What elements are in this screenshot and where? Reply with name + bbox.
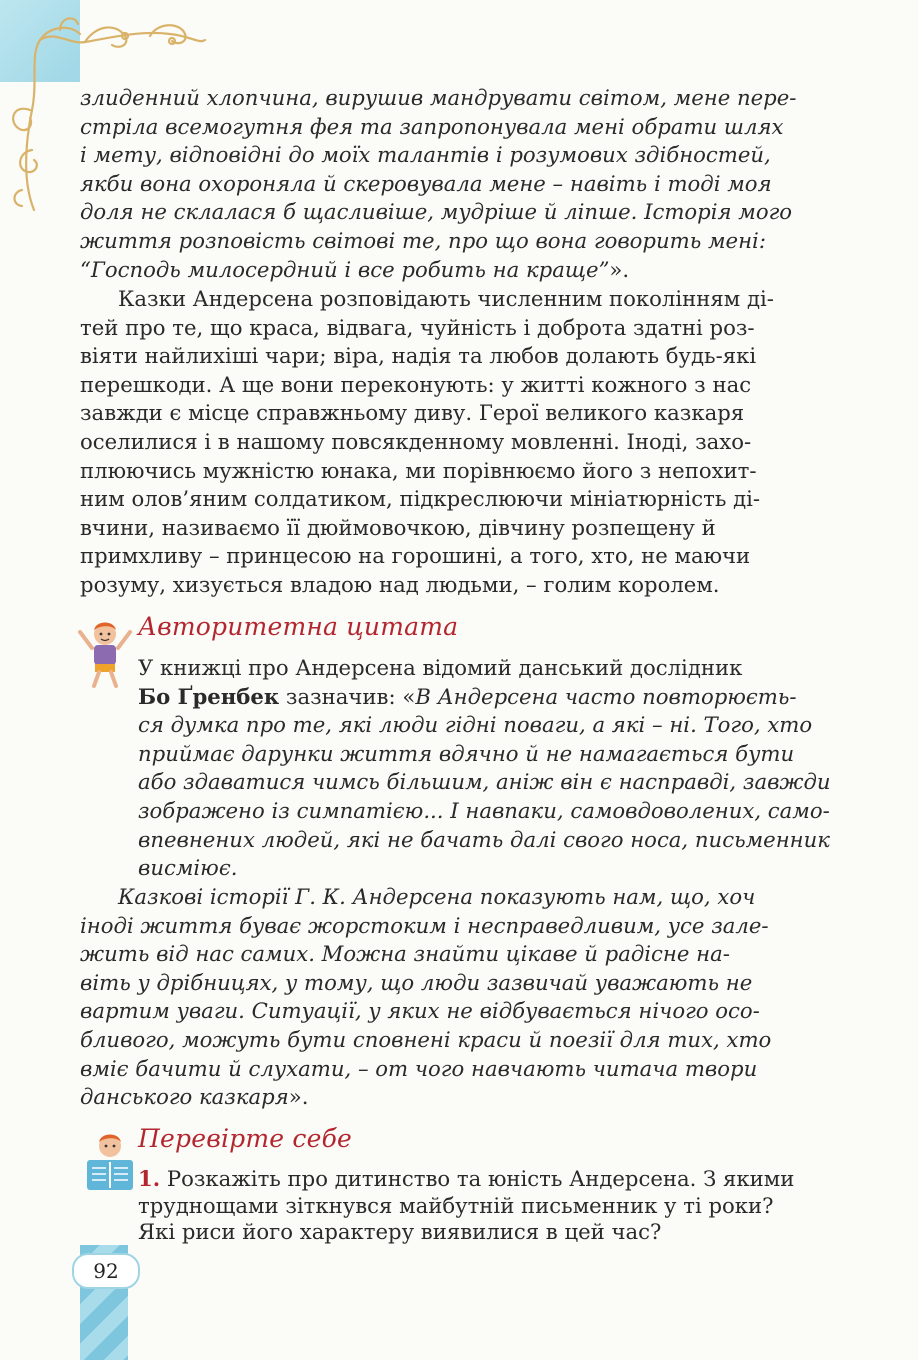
section-title-check-yourself: Перевірте себе	[138, 1124, 353, 1153]
boy-with-book-icon	[84, 1132, 136, 1196]
boy-mascot-icon	[74, 618, 136, 690]
quote-second-paragraph: Казкові історії Г. К. Андерсена показують нам, що, хоч іноді життя буває жорстоким і несправедливим, усе зале- жить від нас самих. Можна знайти цікаве й радісне на- віть у дрібницях, у тому, що люди зазвичай уважають не вартим уваги. Ситуації, у яких не відбувається нічого осо- бливого, можуть бути сповнені краси й поезії для тих, хто вміє бачити й слухати, – от чого навчають читача твори данського казкаря».	[80, 884, 772, 1110]
question-1: 1. Розкажіть про дитинство та юність Андерсена. З якими труднощами зіткнувся майбутній письменник у ті роки? Які риси його характеру виявилися в цей час?	[138, 1166, 795, 1244]
page-number: 92	[72, 1253, 140, 1289]
quote-continuation: злиденний хлопчина, вирушив мандрувати світом, мене пере- стріла всемогутня фея та запропонувала мені обрати шлях і мету, відповідні до моїх талантів і розумових здібностей, якби вона охороняла й скеровувала мене – навіть і тоді моя доля не склалася б щасливіше, мудріше й ліпше. Історія мого життя розповість світові те, про що вона говорить мені: “Господь милосердний і все робить на краще”».	[80, 85, 797, 282]
main-paragraph: Казки Андерсена розповідають численним поколінням ді- тей про те, що краса, відвага, чуйність і доброта здатні роз- віяти найлихіші чари; віра, надія та любов долають будь-які перешкоди. А ще вони переконують: у житті кожного з нас завжди є місце справжньому диву. Герої великого казкаря оселилися і в нашому повсякденному мовленні. Іноді, захо- плюючись мужністю юнака, ми порівнюємо його з непохит- ним олов’яним солдатиком, підкреслюючи мініатюрність ді- вчини, називаємо її дюймовочкою, дівчину розпещену й примхливу – принцесою на горошині, а того, хто, не маючи розуму, хизується владою над людьми, – голим королем.	[80, 286, 774, 597]
question-number: 1.	[138, 1166, 161, 1191]
section-title-authoritative-quote: Авторитетна цитата	[138, 612, 459, 641]
quote-author: Бо Ґренбек	[138, 683, 280, 709]
authoritative-quote-text: У книжці про Андерсена відомий данський дослідник Бо Ґренбек зазначив: «В Андерсена часто повторюєть- ся думка про те, які люди гідні поваги, а які – ні. Того, хто приймає дарунки життя вдячно й не намагається бути або здаватися чимсь більшим, аніж він є насправді, завжди зображено із симпатією... І навпаки, самовдоволених, само- впевнених людей, які не бачать далі свого носа, письменник висміює.	[138, 655, 831, 881]
